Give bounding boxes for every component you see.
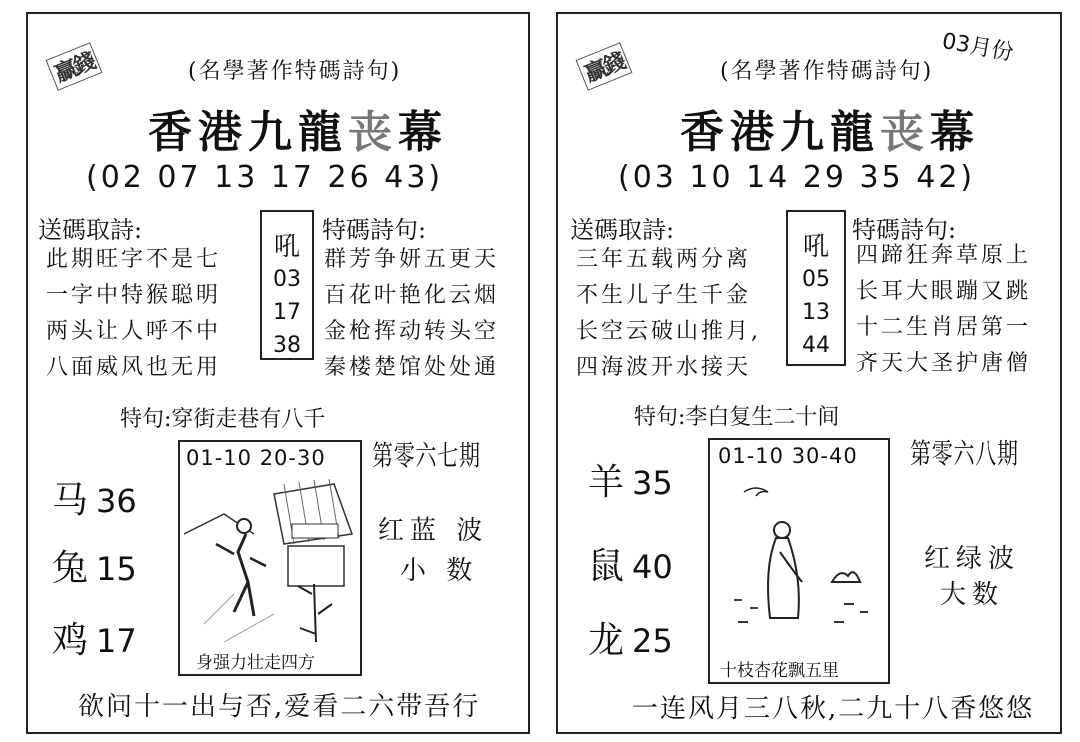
- stamp-mark: 贏錢: [576, 42, 633, 91]
- zodiac-entry: [52, 612, 137, 663]
- zodiac-number: 25: [632, 622, 673, 660]
- zodiac-entry: [52, 472, 137, 523]
- code-number: 17: [273, 300, 301, 325]
- code-char: 吼: [802, 232, 829, 262]
- number-range: 01-10 20-30: [186, 446, 326, 470]
- stamp-mark: 贏錢: [46, 42, 103, 91]
- zodiac-number: 17: [96, 622, 137, 660]
- zodiac-entry: [52, 540, 137, 591]
- poet-illustration: [714, 472, 884, 648]
- zodiac-number: 15: [96, 550, 137, 588]
- subtitle: (名學著作特碼詩句): [188, 59, 402, 84]
- poem-line: 齐天大圣护唐僧: [856, 351, 1032, 376]
- zodiac-number: 36: [96, 482, 137, 520]
- title-part: 龍: [830, 107, 880, 158]
- poem-line: 长空云破山推月,: [576, 319, 761, 344]
- send-heading: 送碼取詩:: [570, 216, 675, 244]
- code-number: 03: [273, 267, 301, 292]
- zodiac-number: 35: [632, 464, 673, 502]
- zodiac-number: 40: [632, 548, 673, 586]
- title-part: 香港九: [680, 107, 830, 158]
- poem-line: 八面威风也无用: [46, 355, 222, 380]
- poem-line: 四蹄狂奔草原上: [856, 243, 1032, 268]
- poem-heading: 特碼詩句:: [322, 216, 427, 244]
- poem-line: 金枪挥动转头空: [324, 319, 500, 344]
- zodiac-entry: [588, 454, 673, 505]
- send-poem: [576, 242, 761, 386]
- illustration-box: [708, 438, 890, 684]
- code-number: 13: [802, 300, 830, 325]
- zodiac-animal: 羊: [588, 462, 625, 503]
- poem-line: 秦楼楚馆处处通: [324, 355, 500, 380]
- number-range: 01-10 30-40: [718, 444, 858, 468]
- special-poem: [856, 238, 1031, 382]
- special-line: 特句:穿街走巷有八千: [120, 407, 326, 432]
- poem-line: 不生儿子生千金: [576, 283, 752, 308]
- zodiac-animal: 鸡: [52, 620, 89, 661]
- poem-line: 四海波开水接天: [576, 355, 752, 380]
- zodiac-animal: 兔: [52, 548, 89, 589]
- poem-line: 十二生肖居第一: [856, 315, 1032, 340]
- illustration-caption: 十枝杏花飘五里: [720, 661, 839, 681]
- title-part: 幕: [930, 107, 980, 158]
- zodiac-animal: 鼠: [588, 546, 625, 587]
- draw-numbers: (03 10 14 29 35 42): [618, 160, 976, 195]
- draw-numbers: (02 07 13 17 26 43): [86, 160, 444, 195]
- code-number: 44: [802, 333, 830, 358]
- code-number: 05: [802, 267, 830, 292]
- illustration-box: [178, 440, 362, 676]
- code-number: 38: [273, 333, 301, 358]
- code-char: 吼: [273, 232, 300, 262]
- title-part: 香港九: [148, 107, 298, 158]
- wave-label: 红蓝 波: [378, 516, 489, 546]
- subtitle: (名學著作特碼詩句): [720, 59, 934, 84]
- special-poem: [324, 242, 499, 386]
- poem-line: 三年五载两分离: [576, 247, 752, 272]
- period-label: 第零六八期: [910, 438, 1019, 469]
- right-sheet: [556, 12, 1062, 734]
- zodiac-entry: [588, 538, 673, 589]
- code-box: [786, 210, 846, 366]
- code-box: [260, 210, 314, 360]
- zodiac-animal: 马: [52, 480, 89, 521]
- special-line: 特句:李白复生二十间: [634, 405, 840, 430]
- zodiac-entry: [588, 612, 673, 663]
- poem-line: 两头让人呼不中: [46, 319, 222, 344]
- traveler-illustration: [184, 474, 356, 644]
- poem-line: 长耳大眼蹦又跳: [856, 279, 1032, 304]
- send-poem: [46, 242, 221, 386]
- poem-line: 百花叶艳化云烟: [324, 283, 500, 308]
- illustration-caption: 身强力壮走四方: [196, 653, 315, 673]
- page-title: [680, 96, 980, 160]
- size-label: 小 数: [400, 556, 479, 586]
- poem-line: 此期旺字不是七: [46, 247, 222, 272]
- title-part: 幕: [398, 107, 448, 158]
- period-label: 第零六七期: [372, 440, 481, 471]
- footer-verse: 一连风月三八秋,二九十八香悠悠: [632, 694, 1035, 724]
- title-part: 丧: [348, 107, 398, 158]
- poem-heading: 特碼詩句:: [852, 216, 957, 244]
- page-title: [148, 96, 448, 160]
- footer-verse: 欲问十一出与否,爱看二六带吾行: [78, 692, 481, 722]
- title-part: 龍: [298, 107, 348, 158]
- poem-line: 群芳争妍五更天: [324, 247, 500, 272]
- title-part: 丧: [880, 107, 930, 158]
- send-heading: 送碼取詩:: [38, 216, 143, 244]
- month-note: 03月份: [940, 28, 1016, 67]
- poem-line: 一字中特猴聪明: [46, 283, 222, 308]
- wave-label: 红绿波: [924, 544, 1021, 574]
- left-sheet: [26, 12, 530, 734]
- size-label: 大数: [940, 580, 1005, 610]
- zodiac-animal: 龙: [588, 620, 625, 661]
